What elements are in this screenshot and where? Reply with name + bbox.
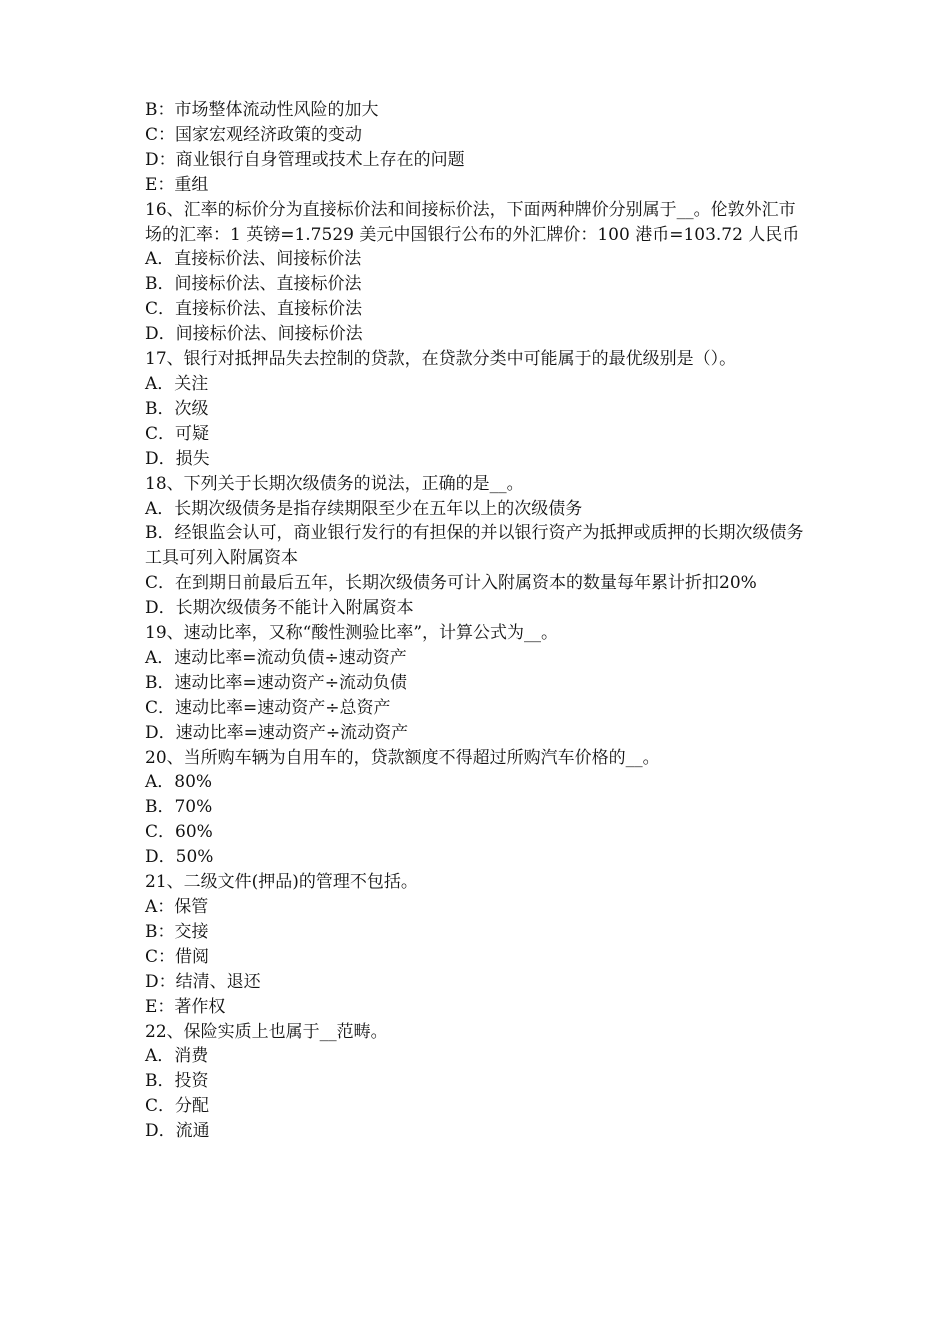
option-line: D．50%: [145, 847, 214, 868]
option-line: C．分配: [145, 1096, 210, 1117]
question-18: 18、下列关于长期次级债务的说法，正确的是__。: [145, 473, 524, 494]
option-line: B：市场整体流动性风险的加大: [145, 100, 379, 120]
option-line: D：商业银行自身管理或技术上存在的问题: [145, 149, 465, 170]
option-line: D．损失: [145, 448, 210, 469]
option-line: B．间接标价法、直接标价法: [145, 274, 362, 295]
option-line: C．60%: [145, 822, 213, 843]
option-line: B．速动比率=速动资产÷流动负债: [145, 672, 407, 693]
question-21: 21、二级文件(押品)的管理不包括。: [145, 872, 418, 893]
option-line: A．80%: [145, 772, 213, 793]
option-line: B：交接: [145, 921, 209, 942]
question-19: 19、速动比率，又称“酸性测验比率”，计算公式为__。: [145, 623, 559, 644]
option-line: C：借阅: [145, 946, 210, 967]
option-line: B．次级: [145, 398, 209, 419]
option-line: A．长期次级债务是指存续期限至少在五年以上的次级债务: [145, 498, 583, 519]
option-line: D．间接标价法、间接标价法: [145, 324, 363, 345]
option-line: A．速动比率=流动负债÷速动资产: [145, 647, 407, 668]
option-line: B．经银监会认可，商业银行发行的有担保的并以银行资产为抵押或质押的长期次级债务工具可列入附属资本: [145, 523, 804, 569]
option-line: C．速动比率=速动资产÷总资产: [145, 697, 391, 718]
option-line: C．在到期日前最后五年，长期次级债务可计入附属资本的数量每年累计折扣20%: [145, 573, 757, 594]
option-line: A．消费: [145, 1046, 209, 1067]
option-line: C．直接标价法、直接标价法: [145, 299, 363, 320]
option-line: C．可疑: [145, 423, 210, 444]
question-20: 20、当所购车辆为自用车的，贷款额度不得超过所购汽车价格的__。: [145, 747, 660, 768]
option-line: D：结清、退还: [145, 971, 261, 992]
option-line: A．关注: [145, 373, 209, 394]
option-line: B．投资: [145, 1071, 209, 1092]
option-line: C：国家宏观经济政策的变动: [145, 124, 363, 145]
option-line: E：著作权: [145, 996, 226, 1017]
question-16: 16、汇率的标价分为直接标价法和间接标价法，下面两种牌价分别属于__。伦敦外汇市场的汇率：1 英镑=1.7529 美元中国银行公布的外汇牌价：100 港币=103.72 人民币: [145, 199, 800, 245]
option-line: E：重组: [145, 174, 209, 195]
question-22: 22、保险实质上也属于__范畴。: [145, 1021, 388, 1042]
option-line: D．速动比率=速动资产÷流动资产: [145, 722, 409, 743]
option-line: A：保管: [145, 897, 209, 917]
document-page: [145, 98, 810, 1144]
question-17: 17、银行对抵押品失去控制的贷款，在贷款分类中可能属于的最优级别是（）。: [145, 349, 737, 370]
option-line: B．70%: [145, 797, 213, 818]
option-line: D．长期次级债务不能计入附属资本: [145, 598, 414, 619]
option-line: D．流通: [145, 1121, 210, 1142]
option-line: A．直接标价法、间接标价法: [145, 249, 362, 270]
